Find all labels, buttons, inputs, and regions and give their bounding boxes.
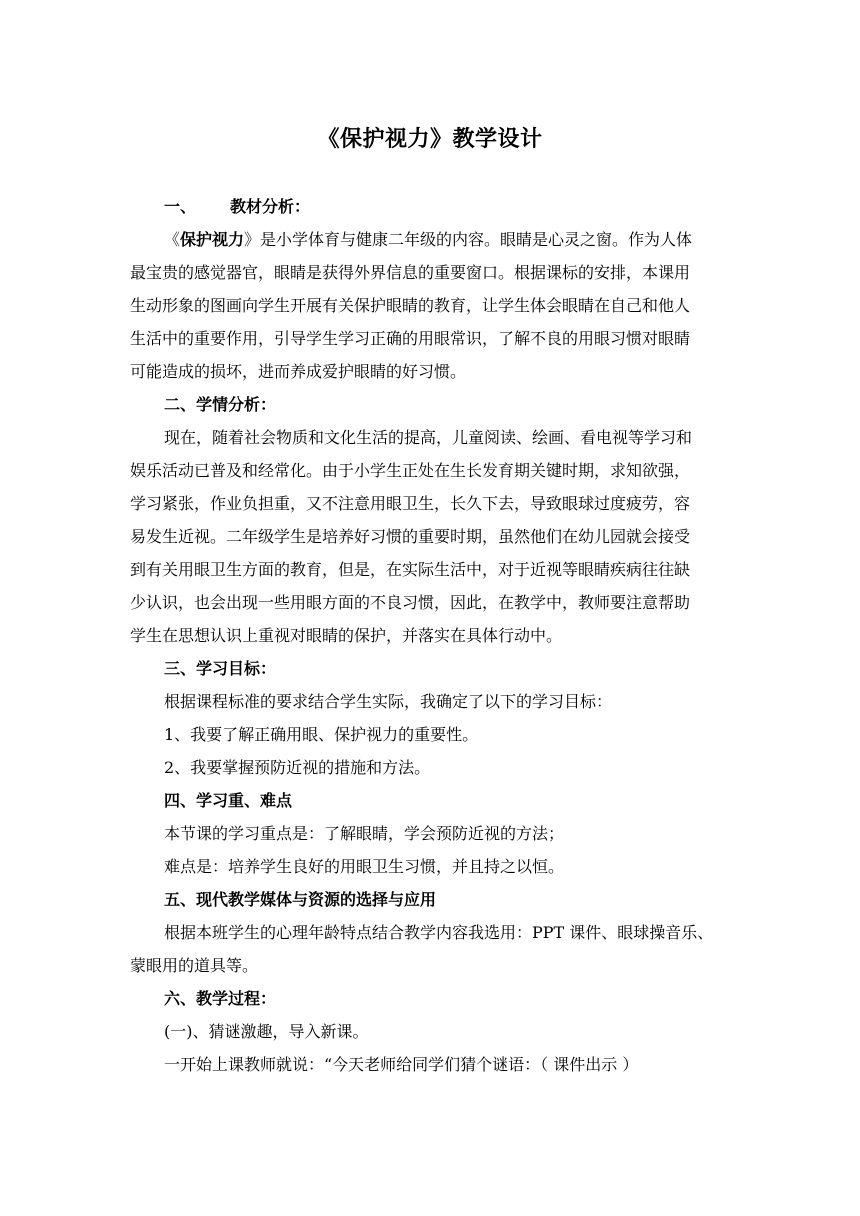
- section-3-line-1: 根据课程标准的要求结合学生实际，我确定了以下的学习目标：: [164, 692, 613, 711]
- section-4-line-1: 本节课的学习重点是：了解眼睛，学会预防近视的方法；: [164, 824, 565, 843]
- section-6-line-1: (一)、猜谜激趣，导入新课。: [164, 1022, 369, 1041]
- section-1-line-3: 生动形象的图画向学生开展有关保护眼睛的教育，让学生体会眼睛在自己和他人: [130, 296, 691, 315]
- section-4-line-2: 难点是：培养学生良好的用眼卫生习惯，并且持之以恒。: [164, 857, 565, 876]
- section-3-heading: 三、学习目标：: [164, 659, 277, 678]
- section-1-line-4: 生活中的重要作用，引导学生学习正确的用眼常识，了解不良的用眼习惯对眼睛: [130, 329, 691, 348]
- section-1-line-5: 可能造成的损坏，进而养成爱护眼睛的好习惯。: [130, 362, 467, 381]
- section-6-heading: 六、教学过程：: [164, 989, 277, 1008]
- section-1-paragraph: [130, 223, 696, 388]
- section-5-line-1: 根据本班学生的心理年龄特点结合教学内容我选用：PPT 课件、眼球操音乐、: [164, 923, 714, 942]
- section-1-number: 一、: [164, 197, 197, 216]
- section-2-line-1: 现在，随着社会物质和文化生活的提高，儿童阅读、绘画、看电视等学习和: [164, 428, 693, 447]
- document-title: 《保护视力》教学设计: [317, 126, 543, 152]
- section-5-paragraph: [130, 916, 714, 982]
- section-2-line-3: 学习紧张，作业负担重，又不注意用眼卫生，长久下去，导致眼球过度疲劳，容: [130, 494, 691, 513]
- section-1-heading: [164, 190, 730, 223]
- section-1-title: 教材分析：: [230, 197, 311, 216]
- section-1-line-1: 《保护视力》是小学体育与健康二年级的内容。眼睛是心灵之窗。作为人体: [164, 230, 693, 249]
- lesson-name-bold: 保护视力: [180, 230, 245, 249]
- document-body: [130, 190, 730, 1081]
- section-2-line-7: 学生在思想认识上重视对眼睛的保护，并落实在具体行动中。: [130, 626, 563, 645]
- section-2-paragraph: [130, 421, 696, 652]
- section-2-line-5: 到有关用眼卫生方面的教育，但是，在实际生活中，对于近视等眼睛疾病往往缺: [130, 560, 691, 579]
- section-2-line-4: 易发生近视。二年级学生是培养好习惯的重要时期，虽然他们在幼儿园就会接受: [130, 527, 691, 546]
- section-3-line-3: 2、我要掌握预防近视的措施和方法。: [164, 758, 431, 777]
- section-2-line-2: 娱乐活动已普及和经常化。由于小学生正处在生长发育期关键时期，求知欲强，: [130, 461, 691, 480]
- section-2-heading: 二、学情分析：: [164, 395, 277, 414]
- section-2-line-6: 少认识，也会出现一些用眼方面的不良习惯，因此，在教学中，教师要注意帮助: [130, 593, 691, 612]
- section-4-heading: 四、学习重、难点: [164, 791, 293, 810]
- section-6-line-2: 一开始上课教师就说：“今天老师给同学们猜个谜语：（ 课件出示 ）: [164, 1055, 639, 1074]
- section-5-line-2: 蒙眼用的道具等。: [130, 956, 259, 975]
- section-1-line-2: 最宝贵的感觉器官，眼睛是获得外界信息的重要窗口。根据课标的安排，本课用: [130, 263, 691, 282]
- section-3-line-2: 1、我要了解正确用眼、保护视力的重要性。: [164, 725, 479, 744]
- section-5-heading: 五、现代教学媒体与资源的选择与应用: [164, 890, 437, 909]
